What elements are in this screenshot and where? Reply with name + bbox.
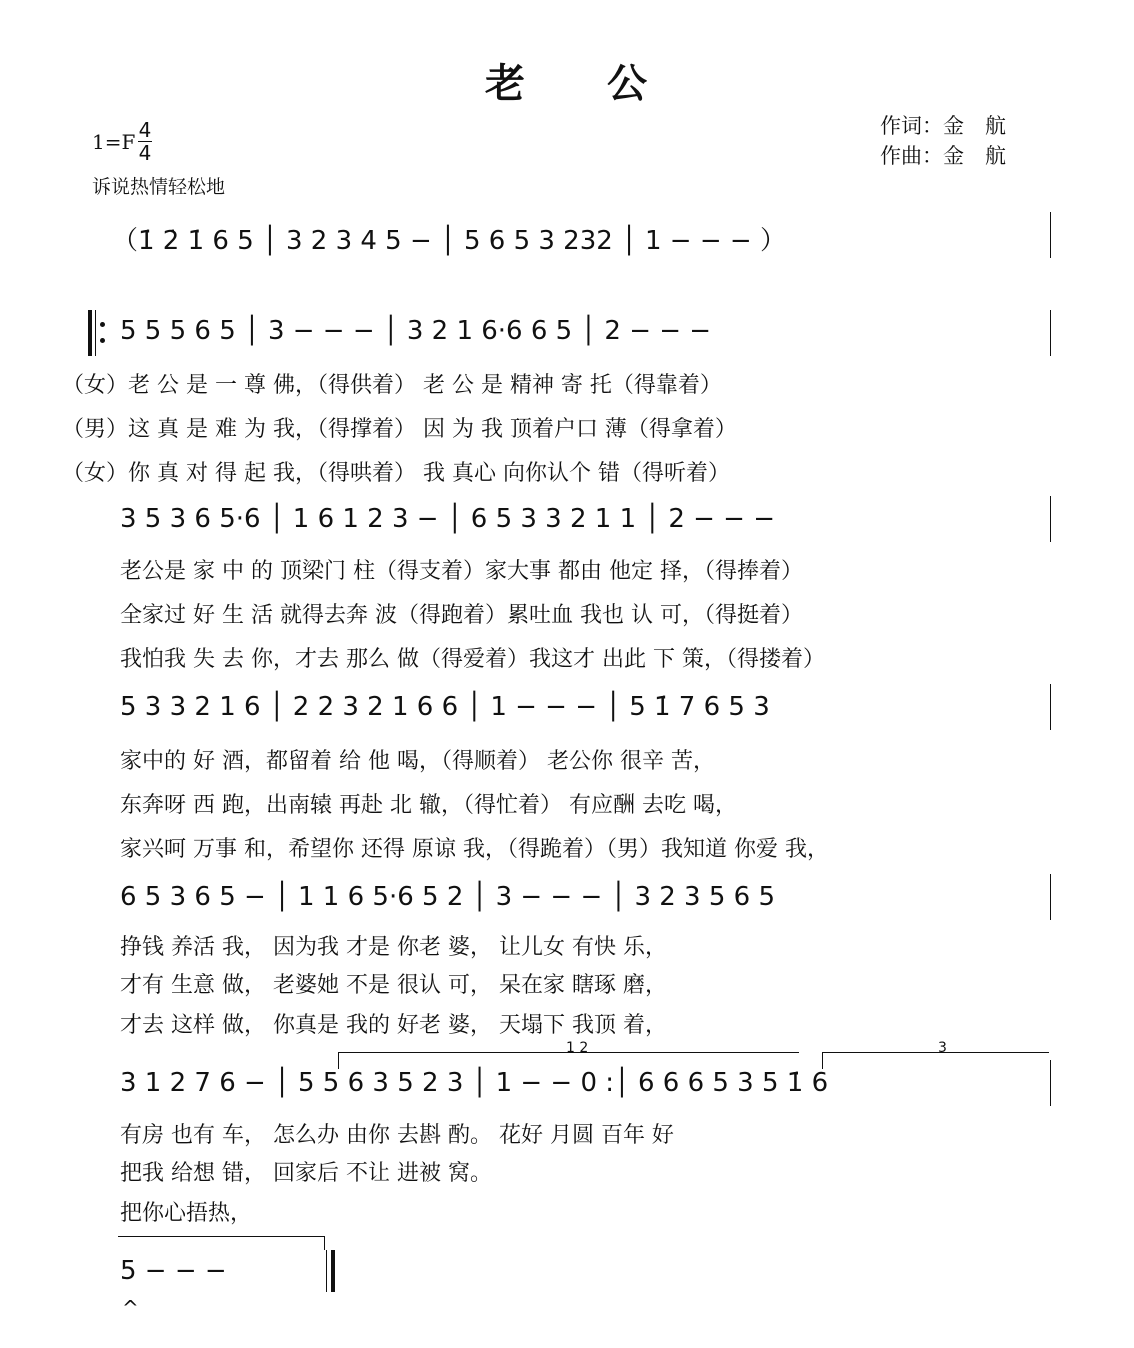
system3-lyric-1: 老公是 家 中 的 顶梁门 柱（得支着）家大事 都由 他定 择，（得捧着） <box>120 559 803 584</box>
system5-notes: 6 5 3 6 5 − │ 1 1 6 5·6 5 2 │ 3 − − − │ 3 2 3 5 6 5 <box>120 882 776 912</box>
barline <box>1050 496 1051 542</box>
barline <box>1050 874 1051 920</box>
system4-lyric-3: 家兴呵 万事 和，希望你 还得 原谅 我，（得跪着）（男）我知道 你爱 我， <box>120 837 829 862</box>
repeat-start-thin <box>95 310 96 356</box>
final-barline-thick <box>331 1250 335 1292</box>
system4-lyric-2: 东奔呀 西 跑，出南辕 再赴 北 辙，（得忙着） 有应酬 去吃 喝， <box>120 793 737 818</box>
volta-1-2-label: 1 2 <box>566 1040 589 1056</box>
system1-notes: （1̇ 2̇ 1̇ 6 5 │ 3 2 3 4 5 − │ 5 6 5 3 232 │ 1 − − − ） <box>112 226 786 256</box>
title-char-1: 老 <box>485 61 527 107</box>
system5-lyric-1: 挣钱 养活 我， 因为我 才是 你老 婆， 让儿女 有快 乐， <box>120 935 667 960</box>
system6-lyric-2: 把我 给想 错， 回家后 不让 进被 窝。 <box>120 1161 492 1186</box>
time-top: 4 <box>138 118 152 142</box>
system4-notes: 5 3 3 2 1 6 │ 2 2 3 2 1 6 6 │ 1 − − − │ 5 1̇ 7 6 5 3 <box>120 692 770 722</box>
accent-mark: ^ <box>122 1296 139 1320</box>
barline <box>1050 310 1051 356</box>
system2-lyric-3: （女）你 真 对 得 起 我，（得哄着） 我 真心 向你认个 错（得听着） <box>62 461 730 486</box>
barline <box>1050 684 1051 730</box>
system5-lyric-3: 才去 这样 做， 你真是 我的 好老 婆， 天塌下 我顶 着， <box>120 1013 667 1038</box>
lyricist: 作词：金 航 <box>880 114 1006 138</box>
system3-notes: 3 5 3 6 5·6 │ 1 6 1 2 3 − │ 6 5 3 3 2 1 1 │ 2 − − − <box>120 504 776 534</box>
system5-lyric-2: 才有 生意 做， 老婆她 不是 很认 可， 呆在家 瞎琢 磨， <box>120 973 667 998</box>
composer: 作曲：金 航 <box>880 144 1006 168</box>
system6-lyric-3: 把你心捂热， <box>120 1201 253 1226</box>
repeat-dot <box>100 322 105 327</box>
volta-3-label: 3 <box>938 1040 947 1056</box>
repeat-start-thick <box>88 310 92 356</box>
time-signature <box>138 120 152 163</box>
repeat-dot <box>100 338 105 343</box>
volta-end-tick <box>324 1236 325 1250</box>
key-signature: 1=F <box>92 130 136 154</box>
system2-lyric-2: （男）这 真 是 难 为 我，（得撑着） 因 为 我 顶着户口 薄（得拿着） <box>62 417 737 442</box>
system3-lyric-2: 全家过 好 生 活 就得去奔 波（得跑着）累吐血 我也 认 可，（得挺着） <box>120 603 803 628</box>
barline <box>1050 212 1051 258</box>
system7-notes: 5 − − − <box>120 1256 227 1286</box>
title-char-2: 公 <box>607 61 649 107</box>
song-title <box>0 52 1134 109</box>
system4-lyric-1: 家中的 好 酒，都留着 给 他 喝，（得顺着） 老公你 很辛 苦， <box>120 749 715 774</box>
final-barline-thin <box>326 1250 327 1292</box>
time-bottom: 4 <box>138 141 152 165</box>
system3-lyric-3: 我怕我 失 去 你，才去 那么 做（得爱着）我这才 出此 下 策，（得搂着） <box>120 647 825 672</box>
tempo-marking: 诉说热情轻松地 <box>92 176 226 198</box>
system2-lyric-1: （女）老 公 是 一 尊 佛，（得供着） 老 公 是 精神 寄 托（得靠着） <box>62 373 722 398</box>
volta-3-bracket <box>822 1052 1049 1069</box>
system2-notes: 5 5 5 6 5 │ 3 − − − │ 3 2 1 6·6 6 5 │ 2 − − − <box>120 316 712 346</box>
system6-notes: 3 1 2 7 6 − │ 5 5 6 3 5 2 3 │ 1 − − 0 :│ 6 6 6 5 3 5 1̇ 6 <box>120 1068 829 1098</box>
volta-end-bracket <box>118 1236 324 1253</box>
barline <box>1050 1060 1051 1106</box>
system6-lyric-1: 有房 也有 车， 怎么办 由你 去斟 酌。 花好 月圆 百年 好 <box>120 1123 674 1148</box>
